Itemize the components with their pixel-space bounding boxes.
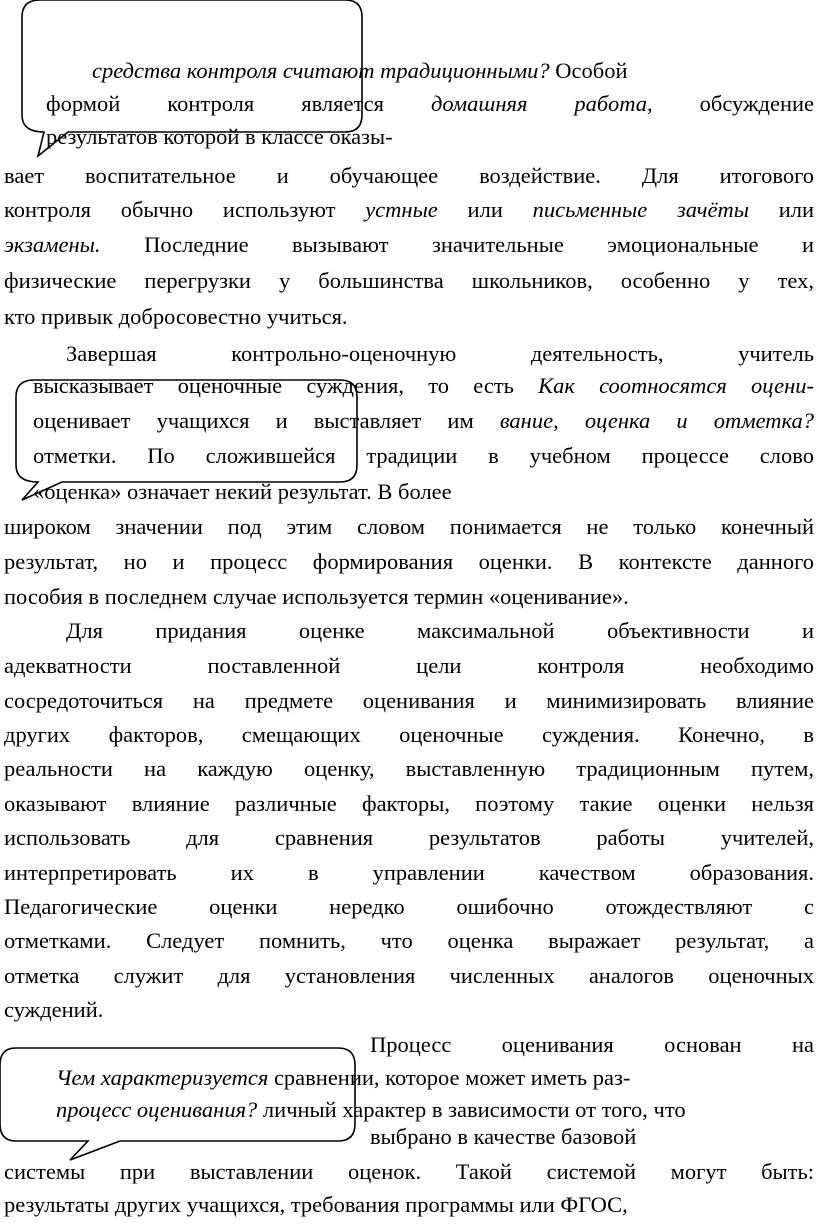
text-line	[4, 995, 103, 1025]
text-line	[4, 961, 814, 991]
text-run: отметками. Следует помнить, что оценка выражает результат, а	[4, 928, 814, 953]
text-line	[33, 441, 814, 471]
text-run: отметка служит для установления численных аналогов оценочных	[4, 963, 814, 988]
text-line	[92, 56, 814, 86]
text-run: Завершая контрольно-оценочную деятельность, учитель	[66, 341, 814, 366]
text-run: выбрано в качестве базовой	[370, 1124, 637, 1149]
text-run: контроля обычно используют	[4, 197, 366, 222]
text-line	[4, 512, 814, 542]
text-run: высказывает оценочные суждения, то есть	[33, 373, 539, 398]
text-run: сосредоточиться на предмете оценивания и минимизировать влияние	[4, 688, 814, 713]
text-run: пособия в последнем случае используется термин «оценивание».	[4, 584, 629, 609]
text-line	[4, 720, 814, 750]
text-line	[33, 477, 452, 507]
text-line	[4, 823, 814, 853]
text-line	[4, 926, 814, 956]
text-line	[46, 89, 814, 119]
text-run: интерпретировать их в управлении качеством образования.	[4, 860, 814, 885]
text-line	[56, 1063, 630, 1093]
text-line	[46, 122, 393, 152]
text-line	[56, 1095, 686, 1125]
text-run: физические перегрузки у большинства школьников, особенно у тех,	[4, 268, 814, 293]
text-run: «оценка» означает некий результат. В более	[33, 479, 452, 504]
text-line	[4, 858, 814, 888]
text-line	[4, 195, 814, 225]
text-run: других факторов, смещающих оценочные суждения. Конечно, в	[4, 722, 814, 747]
text-line	[4, 1157, 814, 1187]
text-line	[4, 754, 814, 784]
text-run: Педагогические оценки нередко ошибочно отождествляют с	[4, 894, 814, 919]
italic-text: вание, оценка и отметка?	[499, 408, 814, 433]
text-line	[66, 339, 814, 369]
text-line	[4, 892, 814, 922]
italic-text: домашняя работа,	[430, 91, 653, 116]
text-run: реальности на каждую оценку, выставленную традиционным путем,	[4, 756, 814, 781]
text-run: оценивает учащихся и выставляет им	[33, 408, 500, 433]
text-run: личный характер в зависимости от того, что	[257, 1097, 686, 1122]
italic-text: средства контроля считают традиционными?	[92, 58, 550, 83]
text-line	[33, 406, 814, 436]
text-run: системы при выставлении оценок. Такой системой могут быть:	[4, 1159, 814, 1184]
italic-text: процесс оценивания?	[56, 1097, 258, 1122]
text-line	[4, 651, 814, 681]
text-run: результатов которой в классе оказы-	[46, 124, 393, 149]
text-run: или	[748, 197, 815, 222]
text-run: результат, но и процесс формирования оценки. В контексте данного	[4, 549, 814, 574]
text-run: Особой	[549, 58, 628, 83]
text-line	[4, 789, 814, 819]
text-run: суждений.	[4, 997, 104, 1022]
text-line	[4, 1190, 628, 1220]
text-run: Для придания оценке максимальной объективности и	[66, 618, 814, 643]
text-line	[66, 616, 814, 646]
text-run: Процесс оценивания основан на	[370, 1032, 814, 1057]
text-line	[4, 302, 348, 332]
italic-text: Как соотносятся оцени-	[538, 373, 814, 398]
text-run: оказывают влияние различные факторы, поэтому такие оценки нельзя	[4, 791, 814, 816]
italic-text: устные	[365, 197, 438, 222]
text-line	[4, 230, 814, 260]
text-line	[4, 686, 814, 716]
text-run: обсуждение	[652, 91, 815, 116]
italic-text: экзамены.	[4, 232, 101, 257]
text-line	[4, 266, 814, 296]
text-run: отметки. По сложившейся традиции в учебном процессе слово	[33, 443, 814, 468]
text-line	[4, 582, 629, 612]
text-line	[4, 547, 814, 577]
text-run: использовать для сравнения результатов работы учителей,	[4, 825, 814, 850]
text-run: или	[437, 197, 533, 222]
italic-text: Чем характеризуется	[56, 1065, 269, 1090]
text-line	[4, 161, 814, 191]
text-run: результаты других учащихся, требования программы или ФГОС,	[4, 1192, 628, 1217]
text-run: кто привык добросовестно учиться.	[4, 304, 348, 329]
text-line	[33, 371, 814, 401]
text-run: формой контроля является	[46, 91, 431, 116]
italic-text: письменные зачёты	[532, 197, 749, 222]
text-line	[370, 1030, 814, 1060]
text-run: Последние вызывают значительные эмоциональные и	[100, 232, 814, 257]
text-line	[370, 1122, 636, 1152]
text-run: адекватности поставленной цели контроля необходимо	[4, 653, 814, 678]
text-run: широком значении под этим словом понимается не только конечный	[4, 514, 814, 539]
text-run: вает воспитательное и обучающее воздействие. Для итогового	[4, 163, 814, 188]
text-run: сравнении, которое может иметь раз-	[268, 1065, 631, 1090]
